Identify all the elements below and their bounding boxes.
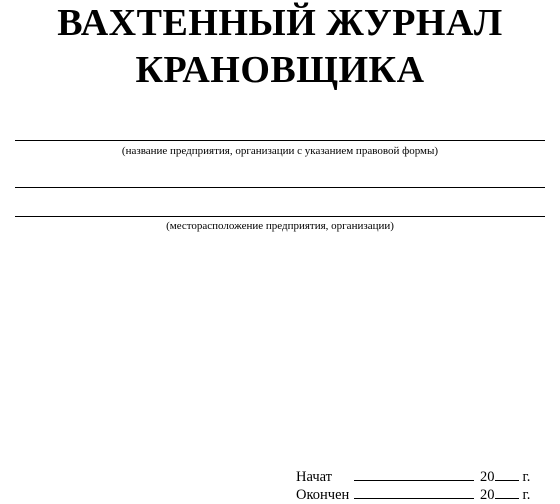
start-year-suffix: г. <box>522 469 531 485</box>
end-date-row <box>296 485 530 504</box>
start-year-blank <box>495 467 519 481</box>
end-year-suffix: г. <box>522 487 531 503</box>
end-year-prefix: 20 <box>480 487 495 503</box>
journal-title-line-2: КРАНОВЩИКА <box>135 49 425 91</box>
end-year-blank <box>495 485 519 499</box>
end-label: Окончен <box>296 487 350 503</box>
start-date-blank <box>354 467 474 481</box>
start-label: Начат <box>296 469 333 485</box>
end-date-blank <box>354 485 474 499</box>
organization-caption: (название предприятия, организации с указанием правовой формы) <box>121 145 439 157</box>
location-caption: (месторасположение предприятия, организации) <box>166 220 394 232</box>
start-year-prefix: 20 <box>480 469 495 485</box>
organization-name-line-2 <box>15 187 545 188</box>
organization-name-line <box>15 140 545 141</box>
start-date-row <box>296 467 530 486</box>
location-line <box>15 216 545 217</box>
journal-title-line-1: ВАХТЕННЫЙ ЖУРНАЛ <box>57 2 503 44</box>
